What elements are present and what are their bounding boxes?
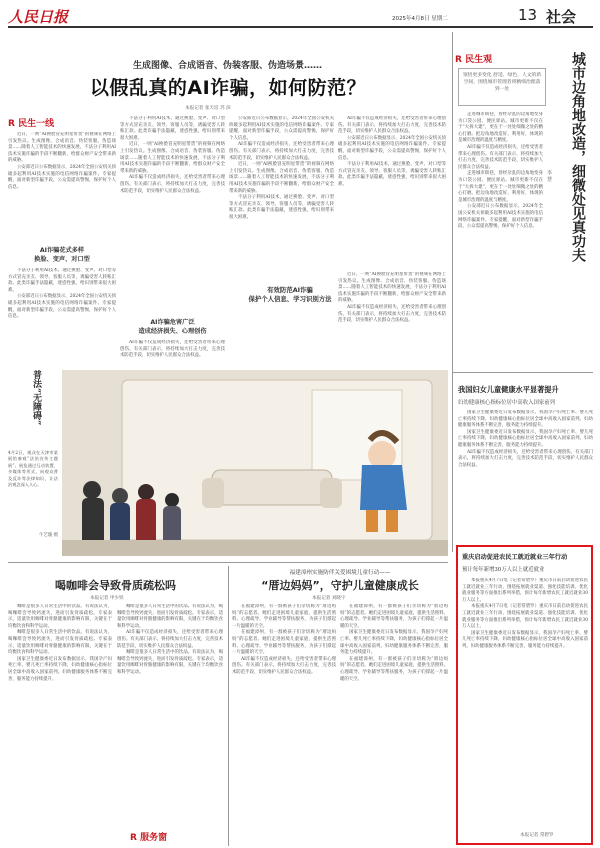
box-byline: 本报记者 常碧罗 [520,833,554,838]
body-para: 不法分子利用AI技术，通过换脸、变声、对口型等方式冒充亲友、领导、客服人员等，诱骗受害人转账汇款。此类诈骗手法隐蔽，迷惑性强，给识别带来很大困难。 [8,268,116,293]
body-para: AI诈骗不仅造成经济损失，还给受害者带来心理创伤。有关部门表示，将持续加大打击力度，完善技术防范手段，切实维护人民群众合法权益。 [458,449,593,468]
body-para: 公安部近日公布数据显示，2024年全国公安机关侦破多起利用AI技术实施的电信网络诈骗案件。专家提醒，面对新型诈骗手段，公众需提高警惕，保护好个人信息。 [338,135,446,161]
issue-date [392,14,448,22]
right-top-headline: 城市边角地改造，细微处见真功夫 [570,52,586,262]
subhead-2-line1: AI诈骗危害广泛 [150,319,195,326]
bottom-divider [8,562,448,563]
photo-caption-body: 4月2日，观众在天津市某展馆参观“法治宣传主题展”。展览通过互动装置、多媒体等形式，向观众普及反诈等法律知识，让法治观念深入人心。 [8,450,58,488]
section-tag-text: R 服务窗 [130,833,168,843]
section-tag-fuwuchuang [130,830,167,843]
body-para: AI诈骗不仅造成经济损失，还给受害者带来心理创伤。有关部门表示，将持续加大打击力度，完善技术防范手段，切实维护人民群众合法权益。 [458,144,543,170]
body-para: 在福建漳州，有一群被孩子们亲切称为“厝边妈妈”的志愿者。她们走进困境儿童家庭，提供生活照料、心理疏导、学业辅导等帮扶服务，为孩子们撑起一片温暖的天空。 [340,604,448,629]
subhead-2 [120,318,225,336]
body-para: AI诈骗不仅造成经济损失，还给受害者带来心理创伤。有关部门表示，将持续加大打击力度，完善技术防范手段，切实维护人民群众合法权益。 [338,116,446,135]
body-para: 在福建漳州，有一群被孩子们亲切称为“厝边妈妈”的志愿者。她们走进困境儿童家庭，提供生活照料、心理疏导、学业辅导等帮扶服务，为孩子们撑起一片温暖的天空。 [340,656,448,682]
subhead-3-line1: 有效防范AI诈骗 [267,286,313,294]
right-mid-subhead: 妇幼健康核心指标位居中高收入国家前列 [458,400,556,406]
section-divider [452,372,593,373]
body-para: 不法分子利用AI技术，通过换脸、变声、对口型等方式冒充亲友、领导、客服人员等，诱骗受害人转账汇款。此类诈骗手法隐蔽，迷惑性强，给识别带来很大困难。 [120,116,225,141]
bottom-left-headline: 喝咖啡会导致骨质疏松吗 [55,579,176,592]
bottom-mid-body-col1 [232,604,336,842]
bottom-mid-headline: “厝边妈妈”，守护儿童健康成长 [261,579,419,592]
bottom-left-body-col1 [8,604,112,836]
subhead-1 [8,246,116,264]
main-body-col2b [120,340,225,366]
column-divider [452,32,453,552]
section-tag-minshengguan [455,52,492,65]
body-para: 公安部近日公布数据显示，2024年全国公安机关侦破多起利用AI技术实施的电信网络诈骗案件。专家提醒，面对新型诈骗手段，公众需提高警惕，保护好个人信息。 [229,116,334,141]
body-para: AI诈骗不仅造成经济损失，还给受害者带来心理创伤。有关部门表示，将持续加大打击力度，完善技术防范手段，切实维护人民群众合法权益。 [120,175,225,194]
section-tag-text: R 民生一线 [8,119,55,129]
body-para: 咖啡是很多人日常生活中的饮品。有说法认为，喝咖啡会导致钙流失，进而引发骨质疏松。专家表示，适量饮用咖啡对骨骼健康的影响有限，关键在于均衡饮食和科学运动。 [117,650,223,675]
box-headline: 重庆启动促进农民工就近就业三年行动 [462,554,568,561]
photo-caption [8,370,58,555]
body-para: 不法分子利用AI技术，通过换脸、变声、对口型等方式冒充亲友、领导、客服人员等，诱骗受害人转账汇款。此类诈骗手法隐蔽，迷惑性强，给识别带来很大困难。 [338,162,446,187]
box-subhead: 预计每年新增30万人以上就近就业 [462,567,545,573]
newspaper-logo: 人民日报 [8,8,69,26]
page-number: 13 [518,6,538,24]
body-para: 咖啡是很多人日常生活中的饮品。有说法认为，喝咖啡会导致钙流失，进而引发骨质疏松。专家表示，适量饮用咖啡对骨骼健康的影响有限，关键在于均衡饮食和科学运动。 [117,604,223,629]
body-para: 国家卫生健康委近日发布数据显示，我国孕产妇死亡率、婴儿死亡率持续下降，妇幼健康核心指标位居全球中高收入国家前列。妇幼健康服务体系不断完善，服务能力持续提升。 [458,410,593,429]
body-para: AI诈骗不仅造成经济损失，还给受害者带来心理创伤。有关部门表示，将持续加大打击力度，完善技术防范手段，切实维护人民群众合法权益。 [232,656,336,675]
main-body-col2 [120,116,225,334]
body-para: 近日，一则“AI换脸冒充明星带货”的视频在网络上引发热议。生成图像、合成语音、伪装客服、伪造场景……随着人工智能技术的快速发展，不法分子利用AI技术实施诈骗的手段不断翻新，给群众财产安全带来新的威胁。 [338,272,446,304]
bottom-mid-kicker: 福建漳州实施防伴关爱困境儿童行动—— [289,570,391,576]
body-para: 公安部近日公布数据显示，2024年全国公安机关侦破多起利用AI技术实施的电信网络诈骗案件。专家提醒，面对新型诈骗手段，公众需提高警惕，保护好个人信息。 [458,204,543,230]
body-para: AI诈骗不仅造成经济损失，还给受害者带来心理创伤。有关部门表示，将持续加大打击力度，完善技术防范手段，切实维护人民群众合法权益。 [229,142,334,161]
right-top-author: 李 慧 [546,170,552,182]
body-para: AI诈骗不仅造成经济损失，还给受害者带来心理创伤。有关部门表示，将持续加大打击力度，完善技术防范手段，切实维护人民群众合法权益。 [117,630,223,649]
body-para: 走进城市街巷，曾经杂乱的边角地变身为口袋公园、便民驿站。城市更新不仅在于“大拆大建”，更在于一处处细微之处的精心打磨。把边角地改造好、利用好，体现的是城市治理的温度与精度。 [458,171,543,203]
body-para: 咖啡是很多人日常生活中的饮品。有说法认为，喝咖啡会导致钙流失，进而引发骨质疏松。专家表示，适量饮用咖啡对骨骼健康的影响有限，关键在于均衡饮食和科学运动。 [8,630,112,656]
main-body-col1 [8,132,116,242]
body-para: 国家卫生健康委近日发布数据显示，我国孕产妇死亡率、婴儿死亡率持续下降，妇幼健康核心指标位居全球中高收入国家前列。妇幼健康服务体系不断完善，服务能力持续提升。 [340,630,448,656]
main-body-col4b [338,272,446,366]
right-mid-headline: 我国妇女儿童健康水平显著提升 [458,385,559,394]
photo-caption-title: 普法“无障碍” [31,370,41,426]
body-para: AI诈骗不仅造成经济损失，还给受害者带来心理创伤。有关部门表示，将持续加大打击力度，完善技术防范手段，切实维护人民群众合法权益。 [338,304,446,324]
main-headline: 以假乱真的AI诈骗，如何防范？ [89,77,367,99]
body-para: 公安部近日公布数据显示，2024年全国公安机关侦破多起利用AI技术实施的电信网络诈骗案件。专家提醒，面对新型诈骗手段，公众需提高警惕，保护好个人信息。 [8,294,116,320]
subhead-3-line2: 保护个人信息、学习识别方法 [248,295,332,303]
bottom-mid-byline: 本报记者 刘晓宇 [312,596,346,601]
body-para: AI诈骗不仅造成经济损失，还给受害者带来心理创伤。有关部门表示，将持续加大打击力度，完善技术防范手段，切实维护人民群众合法权益。 [120,340,225,359]
section-name: 社会 [546,8,577,26]
body-para: 咖啡是很多人日常生活中的饮品。有说法认为，喝咖啡会导致钙流失，进而引发骨质疏松。专家表示，适量饮用咖啡对骨骼健康的影响有限，关键在于均衡饮食和科学运动。 [8,604,112,629]
photo-credit: 牛艺璇 摄 [39,533,58,538]
body-para: 国家卫生健康委近日发布数据显示，我国孕产妇死亡率、婴儿死亡率持续下降，妇幼健康核心指标位居全球中高收入国家前列。妇幼健康服务体系不断完善，服务能力持续提升。 [8,656,112,682]
date-text: 2025年4月8日 [392,16,430,22]
body-para: 不法分子利用AI技术，通过换脸、变声、对口型等方式冒充亲友、领导、客服人员等，诱骗受害人转账汇款。此类诈骗手法隐蔽，迷惑性强，给识别带来很大困难。 [229,195,334,220]
subhead-1-line1: AI诈骗花式多样 [39,247,85,254]
photo-illustration [62,370,448,556]
right-mid-body [458,410,593,538]
body-para: 近日，一则“AI换脸冒充明星带货”的视频在网络上引发热议。生成图像、合成语音、伪装客服、伪造场景……随着人工智能技术的快速发展，不法分子利用AI技术实施诈骗的手段不断翻新，给群众财产安全带来新的威胁。 [120,142,225,174]
right-top-body [458,112,543,367]
body-para: 本报重庆4月7日电（记者常碧罗）重庆市日前启动促进农民工就近就业三年行动，围绕拓展就业渠道、强化技能培训、优化就业服务等方面推出系列举措，预计每年新增农民工就近就业30万人以上。 [462,578,588,603]
body-para: 近日，一则“AI换脸冒充明星带货”的视频在网络上引发热议。生成图像、合成语音、伪装客服、伪造场景……随着人工智能技术的快速发展，不法分子利用AI技术实施诈骗的手段不断翻新，给群众财产安全带来新的威胁。 [8,132,116,164]
main-body-col1b [8,268,116,364]
box-body [462,578,588,830]
body-para: 走进城市街巷，曾经杂乱的边角地变身为口袋公园、便民驿站。城市更新不仅在于“大拆大建”，更在于一处处细微之处的精心打磨。把边角地改造好、利用好，体现的是城市治理的温度与精度。 [458,112,543,144]
weekday-text: 星期二 [431,16,448,22]
bottom-left-byline: 本报记者 申少铁 [90,596,124,601]
body-para: 在福建漳州，有一群被孩子们亲切称为“厝边妈妈”的志愿者。她们走进困境儿童家庭，提供生活照料、心理疏导、学业辅导等帮扶服务，为孩子们撑起一片温暖的天空。 [232,604,336,629]
body-para: 公安部近日公布数据显示，2024年全国公安机关侦破多起利用AI技术实施的电信网络诈骗案件。专家提醒，面对新型诈骗手段，公众需提高警惕，保护好个人信息。 [8,164,116,190]
subhead-3 [240,286,340,304]
masthead-rule [8,26,593,28]
body-para: 近日，一则“AI换脸冒充明星带货”的视频在网络上引发热议。生成图像、合成语音、伪装客服、伪造场景……随着人工智能技术的快速发展，不法分子利用AI技术实施诈骗的手段不断翻新，给群众财产安全带来新的威胁。 [229,162,334,194]
subhead-1-line2: 换脸、变声、对口型 [34,256,90,263]
bottom-left-body-col2 [117,604,223,826]
main-kicker: 生成图像、合成语音、伪装客服、伪造场景…… [132,61,322,71]
section-tag-minsheng [8,116,54,129]
body-para: 国家卫生健康委近日发布数据显示，我国孕产妇死亡率、婴儿死亡率持续下降，妇幼健康核心指标位居全球中高收入国家前列。妇幼健康服务体系不断完善，服务能力持续提升。 [458,429,593,448]
body-para: 国家卫生健康委近日发布数据显示，我国孕产妇死亡率、婴儿死亡率持续下降，妇幼健康核心指标位居全球中高收入国家前列。妇幼健康服务体系不断完善，服务能力持续提升。 [462,630,588,649]
subhead-2-line2: 造成经济损失、心理创伤 [138,328,207,335]
body-para: 本报重庆4月7日电（记者常碧罗）重庆市日前启动促进农民工就近就业三年行动，围绕拓展就业渠道、强化技能培训、优化就业服务等方面推出系列举措，预计每年新增农民工就近就业30万人以上。 [462,604,588,630]
bottom-mid-body-col2 [340,604,448,842]
exhibition-photo [62,370,448,556]
main-body-col4 [338,116,446,270]
main-body-col3 [229,116,334,366]
main-byline: 本报记者 张天培 苏 滨 [185,106,231,111]
right-top-deck: 领悟更多变化 舒适、绿色、人文的新空间，围绕城市管理者将精细治理落到一处 [458,68,546,106]
bottom-col-divider [228,566,229,846]
body-para: 在福建漳州，有一群被孩子们亲切称为“厝边妈妈”的志愿者。她们走进困境儿童家庭，提供生活照料、心理疏导、学业辅导等帮扶服务，为孩子们撑起一片温暖的天空。 [232,630,336,656]
section-tag-text: R 民生观 [455,55,493,65]
